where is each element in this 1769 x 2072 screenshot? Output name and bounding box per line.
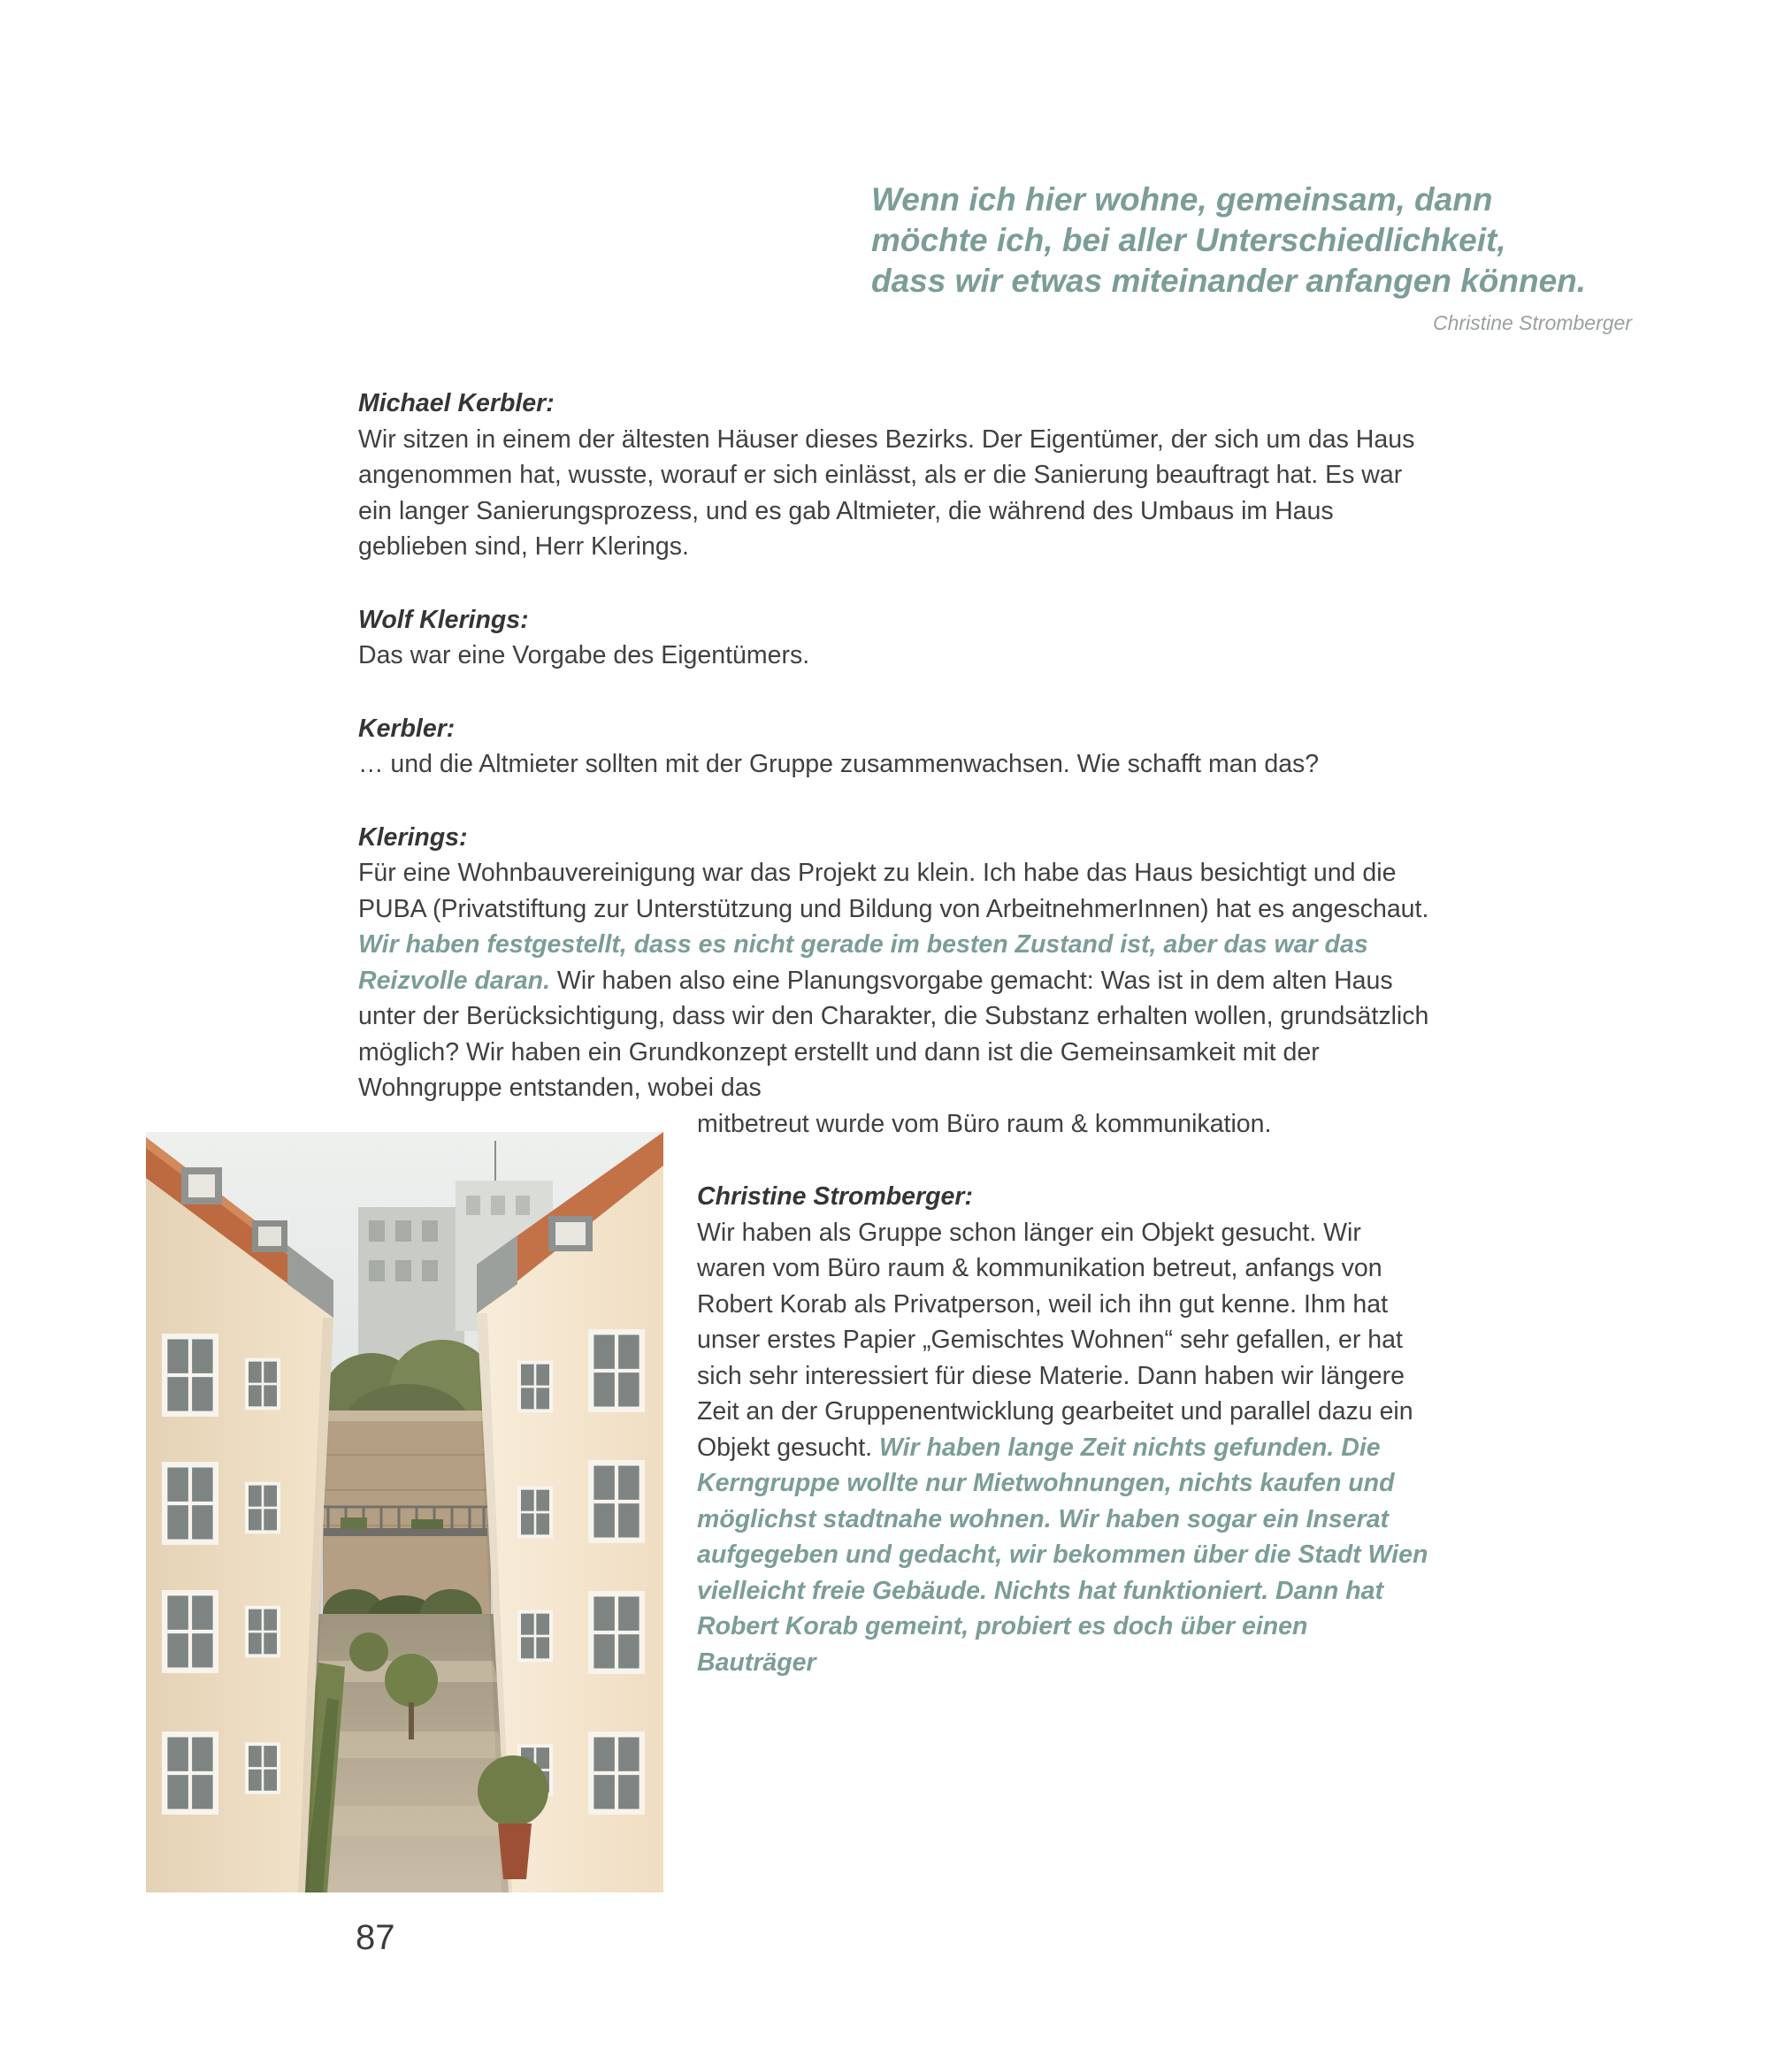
pull-quote-line: Wenn ich hier wohne, gemeinsam, dann bbox=[871, 181, 1493, 218]
interview-paragraph bbox=[358, 638, 1433, 674]
text-run: mitbetreut wurde vom Büro raum & kommunikation. bbox=[697, 1109, 1272, 1138]
accent-text-run: Wir haben lange Zeit nichts gefunden. Die Kerngruppe wollte nur Mietwohnungen, nichts kaufen und möglichst stadtnahe wohnen. Wir haben sogar ein Inserat aufgegeben und gedacht, wir bekommen über die Stadt Wien vielleicht freie Gebäude. Nichts hat funktioniert. Dann hat Robert Korab gemeint, probiert es doch über einen Bauträger bbox=[697, 1433, 1428, 1677]
speaker-name: Michael Kerbler: bbox=[358, 389, 555, 417]
text-run: Das war eine Vorgabe des Eigentümers. bbox=[358, 641, 810, 669]
interview-paragraph bbox=[358, 422, 1433, 565]
speaker-name: Kerbler: bbox=[358, 714, 456, 743]
pull-quote bbox=[871, 180, 1632, 335]
interview-paragraph bbox=[358, 855, 1433, 1106]
text-run: Für eine Wohnbauvereinigung war das Projekt zu klein. Ich habe das Haus besichtigt und die PUBA (Privatstiftung zur Unterstützung und Bildung von ArbeitnehmerInnen) hat es angeschaut. bbox=[358, 859, 1429, 923]
text-run: Wir haben also eine Planungsvorgabe gemacht: Was ist in dem alten Haus unter der Berücksichtigung, dass wir den Charakter, die Substanz erhalten wollen, grundsätzlich möglich? Wir haben ein Grundkonzept erstellt und dann ist die Gemeinsamkeit mit der Wohngruppe entstanden, wobei das bbox=[358, 966, 1429, 1102]
text-run: Wir haben als Gruppe schon länger ein Objekt gesucht. Wir waren vom Büro raum & kommunikation betreut, anfangs von Robert Korab als Privatperson, weil ich ihn gut kenne. Ihm hat unser erstes Papier „Gemischtes Wohnen“ sehr gefallen, er hat sich sehr interessiert für diese Materie. Dann haben wir längere Zeit an der Gruppenentwicklung gearbeitet und parallel dazu ein Objekt gesucht. bbox=[697, 1218, 1413, 1462]
interview-paragraph bbox=[697, 1106, 1433, 1143]
interview-paragraph bbox=[358, 746, 1433, 783]
speaker-name: Wolf Klerings: bbox=[358, 605, 529, 634]
text-run: Wir sitzen in einem der ältesten Häuser dieses Bezirks. Der Eigentümer, der sich um das Haus angenommen hat, wusste, worauf er sich einlässt, als er die Sanierung beauftragt hat. Es war ein langer Sanierungsprozess, und es gab Altmieter, die während des Umbaus im Haus geblieben sind, Herr Klerings. bbox=[358, 424, 1415, 561]
accent-text-run: Wir haben festgestellt, dass es nicht gerade im besten Zustand ist, aber das war das Reizvolle daran. bbox=[358, 930, 1368, 995]
page-number: 87 bbox=[356, 1918, 395, 1957]
speaker-name: Christine Stromberger: bbox=[697, 1182, 973, 1211]
pull-quote-line: dass wir etwas miteinander anfangen können. bbox=[871, 263, 1587, 299]
pull-quote-line: möchte ich, bei aller Unterschiedlichkeit, bbox=[871, 222, 1506, 258]
courtyard-photo bbox=[146, 1132, 663, 1892]
pull-quote-attribution: Christine Stromberger bbox=[1433, 311, 1632, 334]
text-run: … und die Altmieter sollten mit der Gruppe zusammenwachsen. Wie schafft man das? bbox=[358, 750, 1320, 778]
speaker-name: Klerings: bbox=[358, 822, 468, 852]
interview-paragraph bbox=[697, 1215, 1433, 1681]
